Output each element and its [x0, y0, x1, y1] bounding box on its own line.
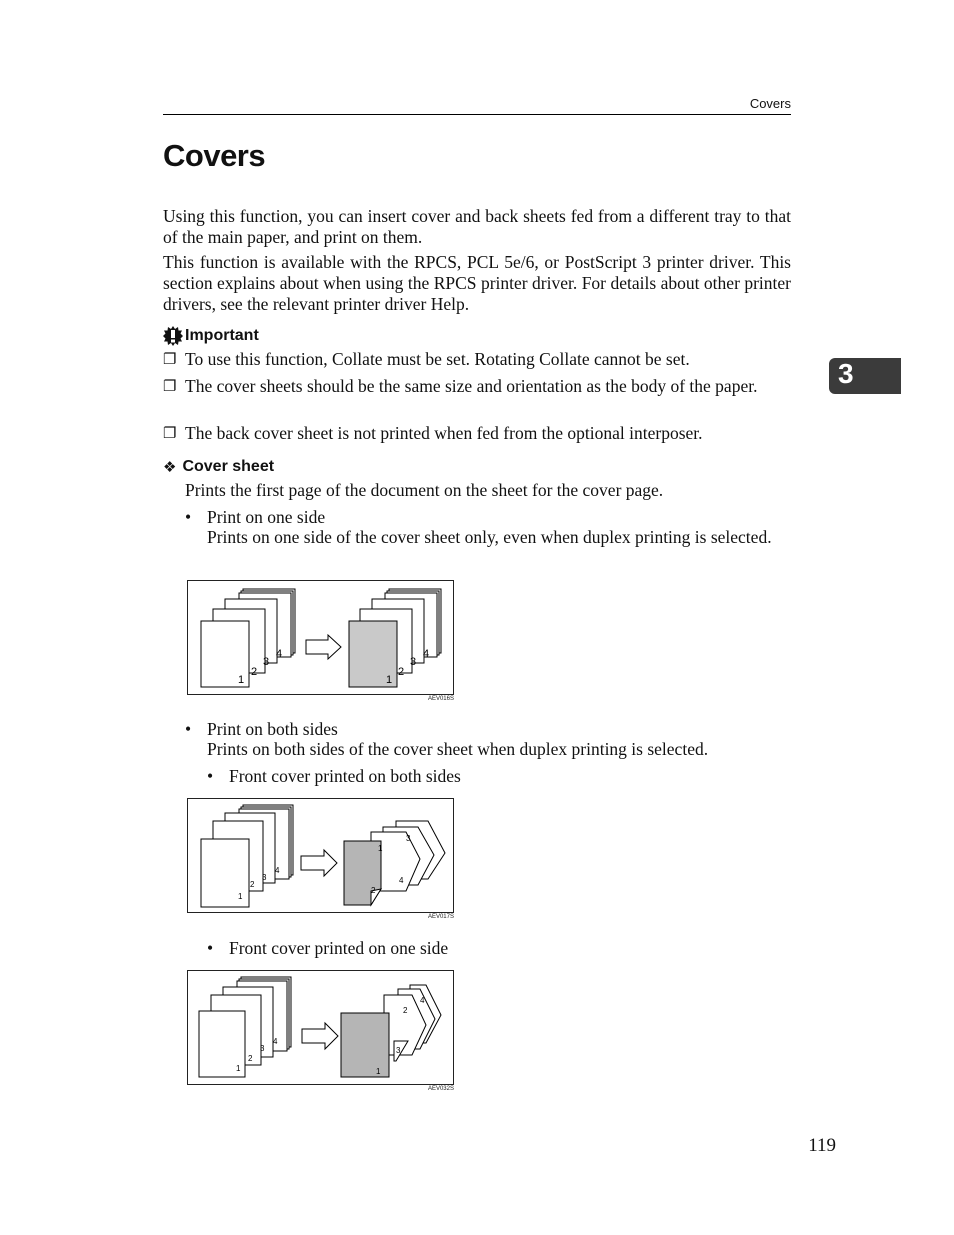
figure-code: AEV016S — [427, 696, 454, 702]
figure-3-illustration — [188, 971, 453, 1084]
important-icon — [163, 326, 183, 346]
bullet-print-one-side — [185, 507, 791, 528]
figure-code: AEV032S — [427, 1086, 454, 1092]
bullet-label: Print on one side — [207, 507, 326, 527]
intro-paragraph-2: This function is available with the RPCS, PCL 5e/6, or PostScript 3 printer driver. This section explains about when using the RPCS printer driver. For details about other printer drivers, see the relevant printer driver Help. — [163, 252, 791, 314]
page-number-label: 1 — [376, 1067, 381, 1076]
page-number-label: 2 — [248, 1054, 253, 1063]
important-heading — [163, 326, 259, 346]
bullet-label: Print on both sides — [207, 719, 338, 739]
header-rule — [163, 114, 791, 115]
bullet-label: Front cover printed on one side — [229, 938, 449, 958]
sub-bullet-one-side — [207, 938, 791, 959]
important-label: Important — [185, 327, 259, 344]
diamond-icon: ❖ — [163, 459, 177, 476]
figure-code: AEV017S — [427, 914, 454, 920]
figure-2-illustration — [188, 799, 453, 912]
page-number-label: 3 — [410, 656, 417, 668]
page-number-label: 3 — [396, 1046, 401, 1055]
important-note-1 — [163, 349, 791, 371]
page-number-label: 4 — [399, 876, 404, 885]
page-number-label: 4 — [275, 866, 280, 875]
page-number-label: 2 — [398, 666, 405, 678]
page-number-label: 2 — [251, 666, 258, 678]
page-number-label: 3 — [406, 834, 411, 843]
bullet-icon: • — [207, 938, 214, 958]
sub-bullet-both-sides — [207, 766, 791, 787]
checkbox-icon: ❐ — [163, 352, 177, 368]
page-number-label: 3 — [263, 656, 270, 668]
page-number-label: 4 — [276, 648, 283, 660]
cover-sheet-heading — [163, 458, 274, 476]
bullet-icon: • — [185, 507, 192, 527]
page-number-label: 4 — [420, 996, 425, 1005]
figure-front-cover-both-sides — [187, 798, 454, 913]
page-number-label: 2 — [250, 880, 255, 889]
bullet-print-both-sides — [185, 719, 791, 740]
note-text: The cover sheets should be the same size and orientation as the body of the paper. — [185, 376, 758, 396]
figure-print-one-side — [187, 580, 454, 695]
page-number-label: 3 — [262, 873, 267, 882]
bullet-label: Front cover printed on both sides — [229, 766, 461, 786]
page-number-label: 1 — [236, 1064, 241, 1073]
chapter-tab — [829, 358, 901, 394]
cover-sheet-description: Prints the first page of the document on the sheet for the cover page. — [185, 480, 664, 500]
page-number-label: 1 — [238, 674, 245, 686]
page-number-label: 4 — [423, 648, 430, 660]
important-note-3 — [163, 423, 791, 445]
note-text: The back cover sheet is not printed when fed from the optional interposer. — [185, 423, 703, 443]
figure-front-cover-one-side — [187, 970, 454, 1085]
page-number-label: 3 — [260, 1044, 265, 1053]
cover-sheet-label: Cover sheet — [182, 458, 275, 475]
page-number-label: 2 — [403, 1006, 408, 1015]
checkbox-icon: ❐ — [163, 379, 177, 395]
page-number-label: 4 — [273, 1037, 278, 1046]
running-header: Covers — [749, 96, 791, 111]
intro-paragraph-1: Using this function, you can insert cover and back sheets fed from a different tray to that of the main paper, and print on them. — [163, 206, 791, 247]
bullet-icon: • — [185, 719, 192, 739]
page-number-label: 1 — [378, 844, 383, 853]
figure-1-illustration — [188, 581, 453, 694]
page-number-label: 1 — [386, 674, 393, 686]
important-note-2 — [163, 376, 791, 398]
note-text: To use this function, Collate must be set. Rotating Collate cannot be set. — [185, 349, 690, 369]
page-number: 119 — [808, 1135, 836, 1156]
page-number-label: 2 — [371, 886, 376, 895]
page-title: Covers — [163, 138, 266, 173]
bullet-icon: • — [207, 766, 214, 786]
print-both-sides-description: Prints on both sides of the cover sheet when duplex printing is selected. — [207, 739, 709, 759]
checkbox-icon: ❐ — [163, 426, 177, 442]
print-one-side-description: Prints on one side of the cover sheet only, even when duplex printing is selected. — [207, 527, 772, 547]
chapter-number: 3 — [838, 358, 854, 389]
page-number-label: 1 — [238, 892, 243, 901]
